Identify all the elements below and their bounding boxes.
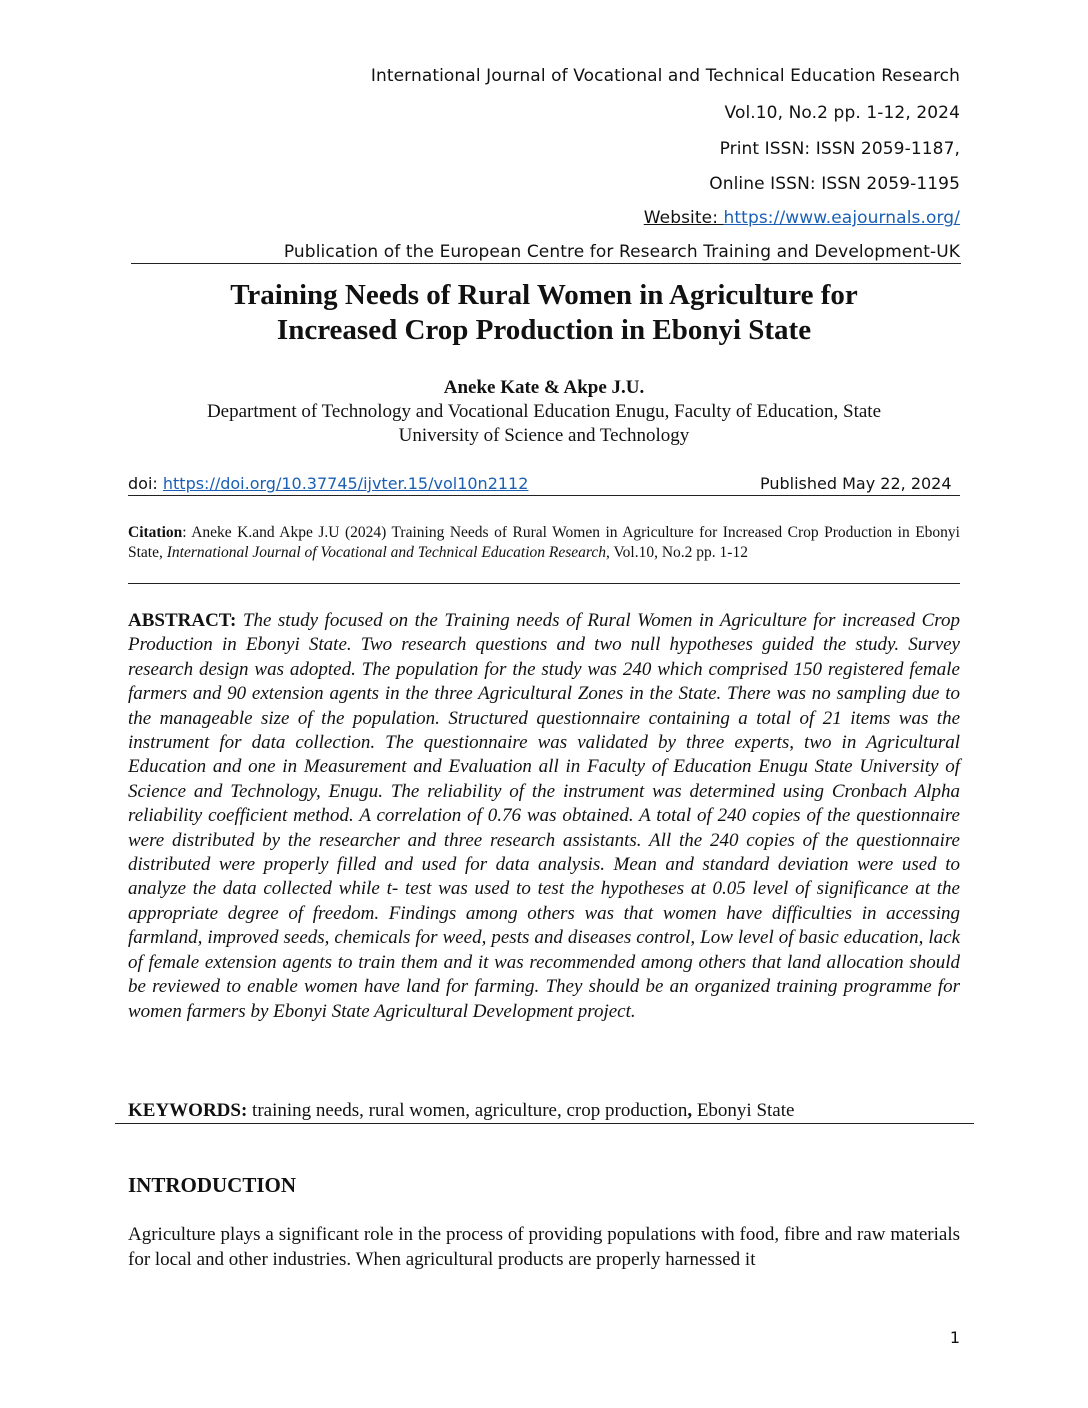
abstract-text: The study focused on the Training needs of Rural Women in Agriculture for increased Crop Production in Ebonyi State. Two research questions and two null hypotheses guided the study. Survey research design was adopted. The population for the study was 240 which comprised 150 registered female farmers and 90 extension agents in the three Agricultural Zones in the State. There was no sampling due to the manageable size of the population. Structured questionnaire containing a total of 21 items was the instrument for data collection. The questionnaire was validated by three experts, two in Agricultural Education and one in Measurement and Evaluation all in Faculty of Education Enugu State University of Science and Technology, Enugu. The reliability of the instrument was determined using Cronbach Alpha reliability coefficient method. A correlation of 0.76 was obtained. A total of 240 copies of the questionnaire were distributed by the researcher and three research assistants. All the 240 copies of the questionnaire distributed were properly filled and used for data analysis. Mean and standard deviation were used to analyze the data collected while t- test was used to test the hypotheses at 0.05 level of significance at the appropriate degree of freedom. Findings among others was that women have difficulties in accessing farmland, improved seeds, chemicals for weed, pests and diseases control, Low level of basic education, lack of female extension agents to train them and it was recommended among others that land allocation should be reviewed to enable women have land for farming. They should be an organized training programme for women farmers by Ebonyi State Agricultural Development project. <box>128 610 960 1022</box>
keywords-comma: , <box>687 1100 693 1121</box>
citation-rule <box>128 583 960 584</box>
introduction-heading: INTRODUCTION <box>128 1173 297 1197</box>
paper-title <box>0 278 1088 348</box>
citation-text: : Aneke K.and Akpe J.U (2024) Training Needs of Rural Women in Agriculture for Increased Crop Production in Ebonyi State, <box>128 524 960 561</box>
keywords-last: Ebonyi State <box>692 1100 795 1121</box>
website-line <box>644 208 960 228</box>
keywords <box>128 1099 960 1123</box>
doi-label: doi: <box>128 474 163 493</box>
publisher-line: Publication of the European Centre for Research Training and Development-UK <box>283 242 960 262</box>
keywords-text: training needs, rural women, agriculture, crop production <box>247 1100 688 1121</box>
citation-journal: International Journal of Vocational and Technical Education Research <box>166 543 607 561</box>
abstract-label: ABSTRACT: <box>128 610 237 631</box>
keywords-label: KEYWORDS: <box>128 1100 248 1121</box>
citation-label: Citation <box>128 524 183 541</box>
citation-volume: , Vol.10, No.2 pp. 1-12 <box>606 543 748 561</box>
page-number: 1 <box>949 1328 960 1347</box>
citation <box>128 523 960 562</box>
doi-line <box>128 474 528 493</box>
affiliation-line-1: Department of Technology and Vocational Education Enugu, Faculty of Education, State <box>206 401 882 422</box>
introduction-text: Agriculture plays a significant role in the process of providing populations with food, fibre and raw materials for local and other industries. When agricultural products are properly harnessed it <box>128 1224 960 1270</box>
authors: Aneke Kate & Akpe J.U. <box>443 377 645 398</box>
doi-link[interactable]: https://doi.org/10.37745/ijvter.15/vol10n2112 <box>162 474 529 493</box>
volume-info: Vol.10, No.2 pp. 1-12, 2024 <box>724 103 960 123</box>
header-rule <box>131 263 961 264</box>
affiliation <box>0 400 1088 448</box>
published-date: Published May 22, 2024 <box>760 474 952 493</box>
online-issn: Online ISSN: ISSN 2059-1195 <box>709 174 960 194</box>
title-line-2: Increased Crop Production in Ebonyi State <box>276 314 812 346</box>
doi-rule <box>128 495 960 496</box>
website-label: Website: <box>643 208 724 228</box>
website-link[interactable]: https://www.eajournals.org/ <box>723 208 960 228</box>
abstract <box>128 609 960 1024</box>
affiliation-line-2: University of Science and Technology <box>398 425 690 446</box>
title-line-1: Training Needs of Rural Women in Agriculture for <box>230 279 858 311</box>
keywords-rule <box>115 1123 974 1124</box>
journal-name: International Journal of Vocational and Technical Education Research <box>370 66 960 86</box>
print-issn: Print ISSN: ISSN 2059-1187, <box>719 139 960 159</box>
